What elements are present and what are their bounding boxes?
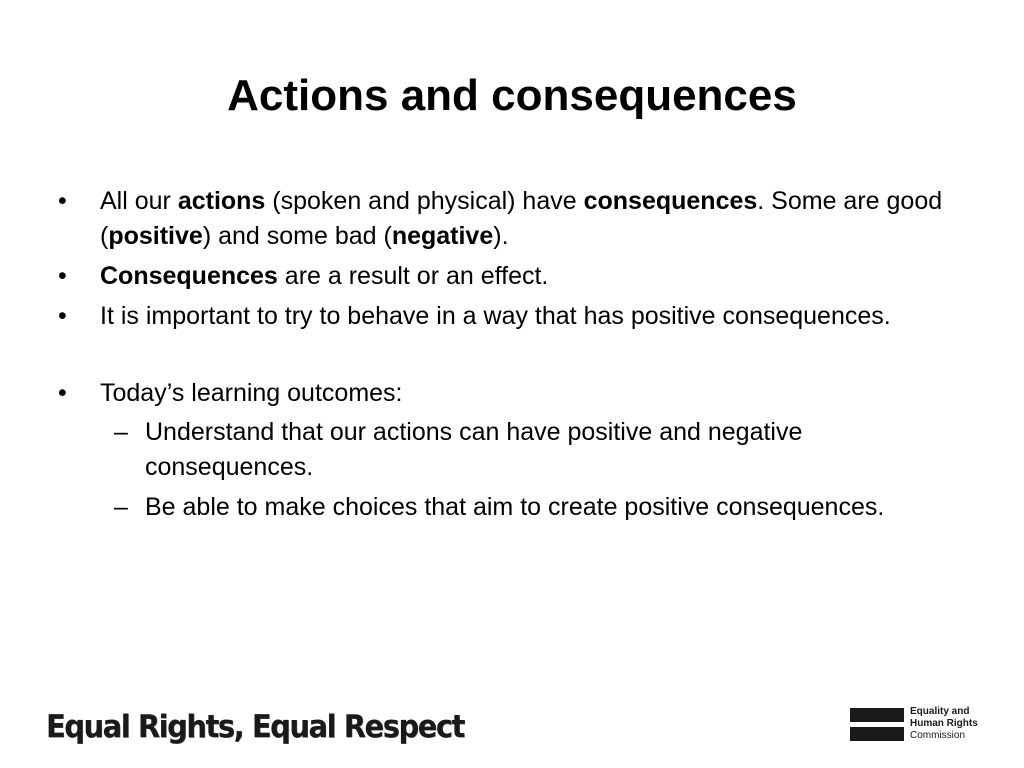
bullet-marker: •: [58, 262, 67, 290]
ehrc-logo-bars-icon: [850, 708, 904, 742]
bold-segment: positive: [108, 222, 203, 250]
bullet-list: [58, 184, 958, 530]
logo-bar: [850, 708, 904, 722]
bullet-text: It is important to try to behave in a way that has positive consequences.: [100, 302, 891, 330]
text-segment: are a result or an effect.: [277, 262, 549, 290]
dash-marker: –: [114, 418, 128, 446]
text-segment: ).: [493, 222, 509, 250]
bullet-item-behave: [58, 299, 958, 334]
ehrc-line-3: Commission: [910, 730, 966, 741]
sub-item-choices: [100, 490, 958, 525]
ehrc-logo-text: [910, 706, 978, 742]
sub-item-text: Understand that our actions can have positive and negative consequences.: [145, 418, 803, 481]
bold-segment: negative: [391, 222, 494, 250]
text-segment: . Some are good (: [100, 187, 943, 250]
ehrc-logo: [850, 706, 1000, 746]
bullet-marker: •: [58, 379, 67, 407]
bullet-marker: •: [58, 187, 67, 215]
bullet-text: [100, 262, 548, 290]
equal-rights-logo: Equal Rights, Equal Respect: [46, 709, 464, 745]
bold-segment: Consequences: [100, 262, 278, 290]
bullet-marker: •: [58, 302, 67, 330]
sub-item-understand: [100, 415, 958, 485]
text-segment: ) and some bad (: [202, 222, 392, 250]
bold-segment: actions: [177, 187, 266, 215]
sub-bullet-list: [100, 415, 958, 525]
bullet-item-actions: [58, 184, 958, 254]
bullet-text: [100, 187, 942, 250]
ehrc-line-1: Equality and: [910, 706, 970, 717]
text-segment: (spoken and physical) have: [265, 187, 584, 215]
bullet-text: Today’s learning outcomes:: [100, 379, 403, 407]
bold-segment: consequences: [583, 187, 758, 215]
bullet-item-consequences: [58, 259, 958, 294]
sub-item-text: Be able to make choices that aim to create positive consequences.: [145, 493, 885, 521]
text-segment: All our: [100, 187, 178, 215]
bullet-item-learning-outcomes: [58, 376, 958, 525]
ehrc-line-2: Human Rights: [910, 718, 978, 729]
slide-title: Actions and consequences: [227, 71, 797, 120]
dash-marker: –: [114, 493, 128, 521]
logo-bar: [850, 727, 904, 741]
